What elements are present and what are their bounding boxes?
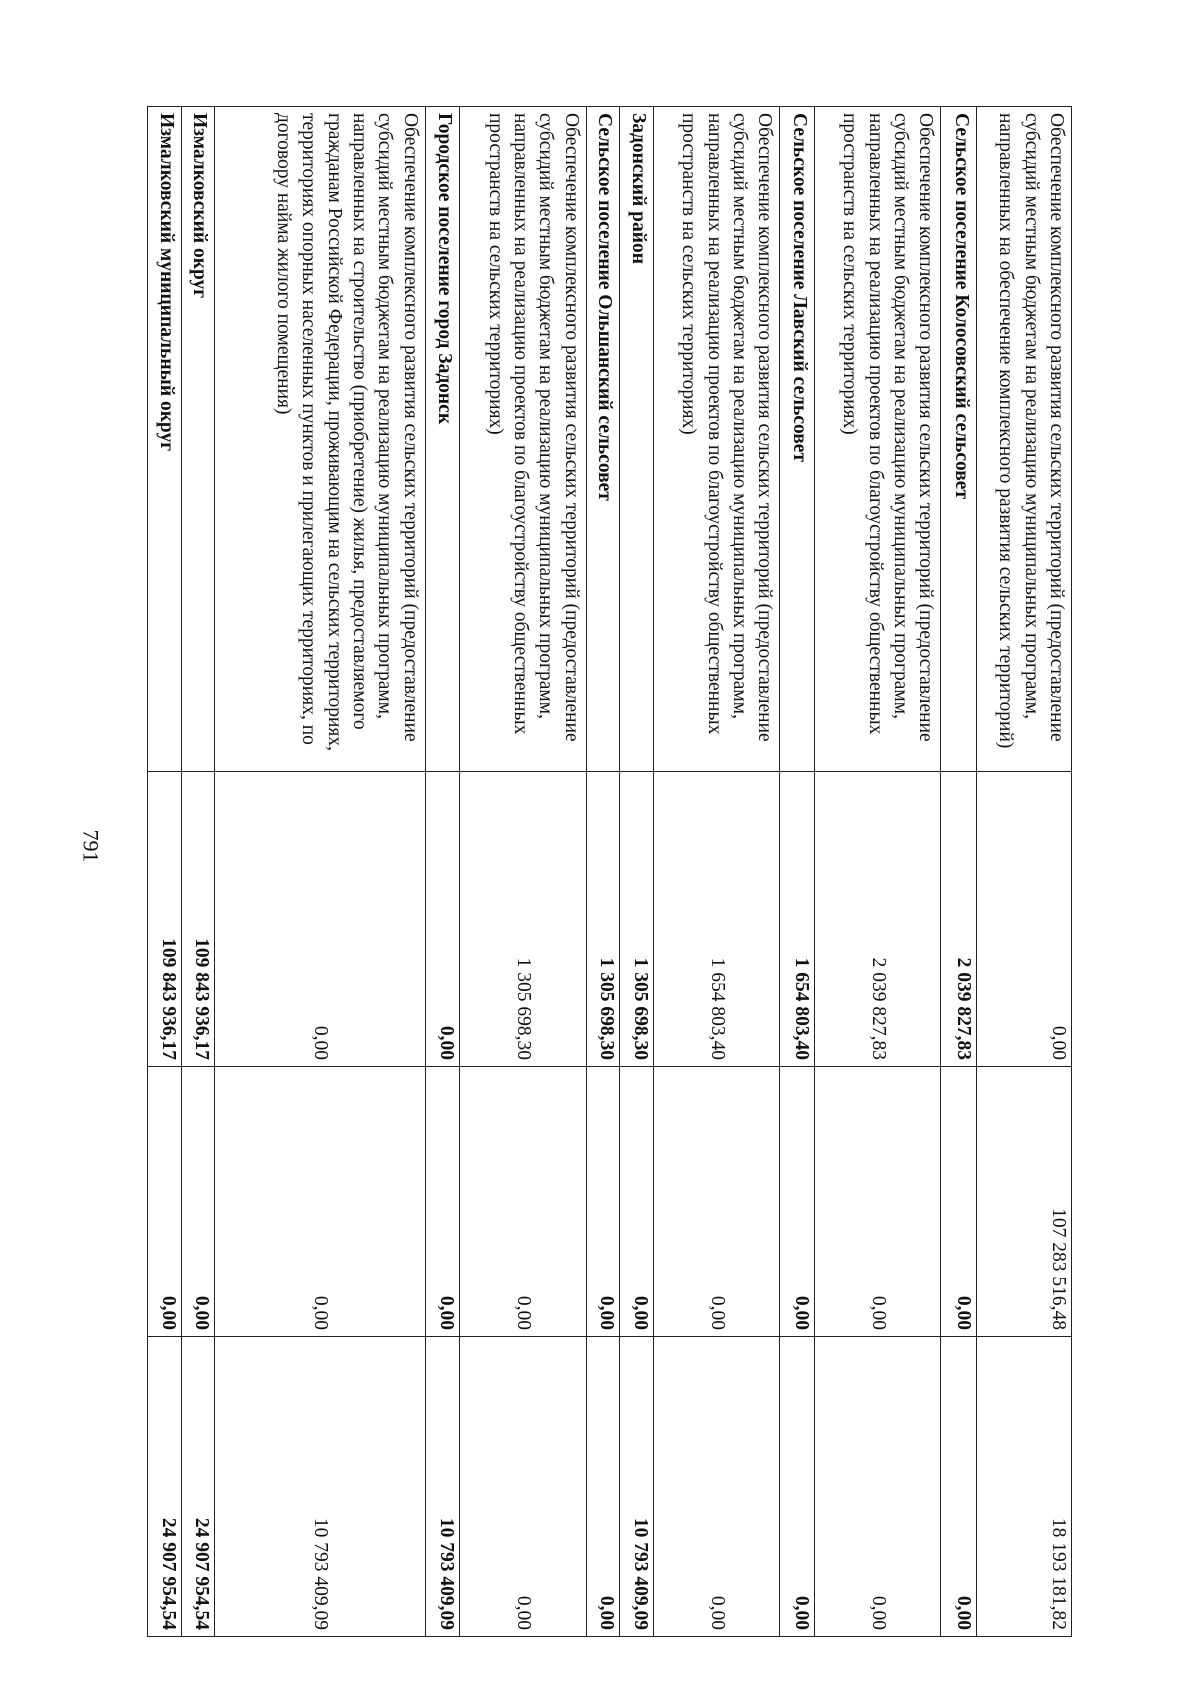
- row-name: Городское поселение город Задонск: [425, 107, 460, 772]
- row-name: Задонский район: [620, 107, 654, 772]
- row-col3: 18 193 181,82: [976, 1337, 1071, 1637]
- row-col2: 0,00: [460, 1067, 586, 1337]
- row-col3: 24 907 954,54: [148, 1337, 182, 1637]
- table-row: [181, 107, 215, 1637]
- table-row: [215, 107, 426, 1637]
- row-col3: 24 907 954,54: [181, 1337, 215, 1637]
- page-number-text: 791: [78, 829, 103, 863]
- row-col1: 0,00: [425, 772, 460, 1067]
- row-name: Измалковский округ: [181, 107, 215, 772]
- row-col2: 0,00: [620, 1067, 654, 1337]
- row-col3: 0,00: [780, 1337, 815, 1637]
- table-row: [425, 107, 460, 1637]
- row-col3: 10 793 409,09: [215, 1337, 426, 1637]
- row-col2: 0,00: [148, 1067, 182, 1337]
- row-col2: 0,00: [653, 1067, 779, 1337]
- row-col1: 1 305 698,30: [460, 772, 586, 1067]
- row-col1: 1 654 803,40: [780, 772, 815, 1067]
- table-row: [976, 107, 1071, 1637]
- row-col1: 1 654 803,40: [653, 772, 779, 1067]
- rotated-table-container: [147, 106, 1072, 1636]
- row-col1: 109 843 936,17: [181, 772, 215, 1067]
- row-col1: 0,00: [215, 772, 426, 1067]
- row-col3: 0,00: [460, 1337, 586, 1637]
- row-name: Обеспечение комплексного развития сельских территорий (предоставление субсидий местным бюджетам на реализацию муниципальных программ, направленных на реализацию проектов по благоустройству общественных пространств на сельских территориях): [460, 107, 586, 772]
- row-col3: 10 793 409,09: [620, 1337, 654, 1637]
- row-col3: 0,00: [586, 1337, 620, 1637]
- row-col2: 0,00: [586, 1067, 620, 1337]
- row-name: Обеспечение комплексного развития сельских территорий (предоставление субсидий местным бюджетам на реализацию муниципальных программ, направленных на обеспечение комплексного развития сельских территорий): [976, 107, 1071, 772]
- row-col1: 0,00: [976, 772, 1071, 1067]
- row-col3: 0,00: [653, 1337, 779, 1637]
- row-name: Обеспечение комплексного развития сельских территорий (предоставление субсидий местным бюджетам на реализацию муниципальных программ, направленных на реализацию проектов по благоустройству общественных пространств на сельских территориях): [653, 107, 779, 772]
- row-col1: 2 039 827,83: [814, 772, 940, 1067]
- row-name: Обеспечение комплексного развития сельских территорий (предоставление субсидий местным бюджетам на реализацию муниципальных программ, направленных на реализацию проектов по благоустройству общественных пространств на сельских территориях): [814, 107, 940, 772]
- row-col2: 107 283 516,48: [976, 1067, 1071, 1337]
- row-name: Сельское поселение Колосовский сельсовет: [941, 107, 977, 772]
- table-row: [780, 107, 815, 1637]
- row-name: Обеспечение комплексного развития сельских территорий (предоставление субсидий местным бюджетам на реализацию муниципальных программ, направленных на строительство (приобретение) жилья, предоставляемого гражданам Российской Федерации, проживающим на сельских территориях, территориях опорных населенных пунктов и прилегающих территориях, по договору найма жилого помещения): [215, 107, 426, 772]
- row-col2: 0,00: [780, 1067, 815, 1337]
- table-row: [653, 107, 779, 1637]
- row-col2: 0,00: [425, 1067, 460, 1337]
- table-row: [620, 107, 654, 1637]
- row-name: Сельское поселение Лавский сельсовет: [780, 107, 815, 772]
- row-col1: 2 039 827,83: [941, 772, 977, 1067]
- table-row: [148, 107, 182, 1637]
- table-row: [460, 107, 586, 1637]
- row-col2: 0,00: [941, 1067, 977, 1337]
- row-col3: 10 793 409,09: [425, 1337, 460, 1637]
- page-number: [72, 824, 108, 868]
- row-name: Измалковский муниципальный округ: [148, 107, 182, 772]
- row-col2: 0,00: [814, 1067, 940, 1337]
- row-col1: 1 305 698,30: [586, 772, 620, 1067]
- table-frame: [147, 106, 1072, 1636]
- table-row: [941, 107, 977, 1637]
- budget-table: [147, 106, 1072, 1637]
- table-row: [586, 107, 620, 1637]
- row-col3: 0,00: [941, 1337, 977, 1637]
- row-col3: 0,00: [814, 1337, 940, 1637]
- table-row: [814, 107, 940, 1637]
- row-col1: 1 305 698,30: [620, 772, 654, 1067]
- row-col2: 0,00: [215, 1067, 426, 1337]
- row-name: Сельское поселение Ольшанский сельсовет: [586, 107, 620, 772]
- row-col1: 109 843 936,17: [148, 772, 182, 1067]
- row-col2: 0,00: [181, 1067, 215, 1337]
